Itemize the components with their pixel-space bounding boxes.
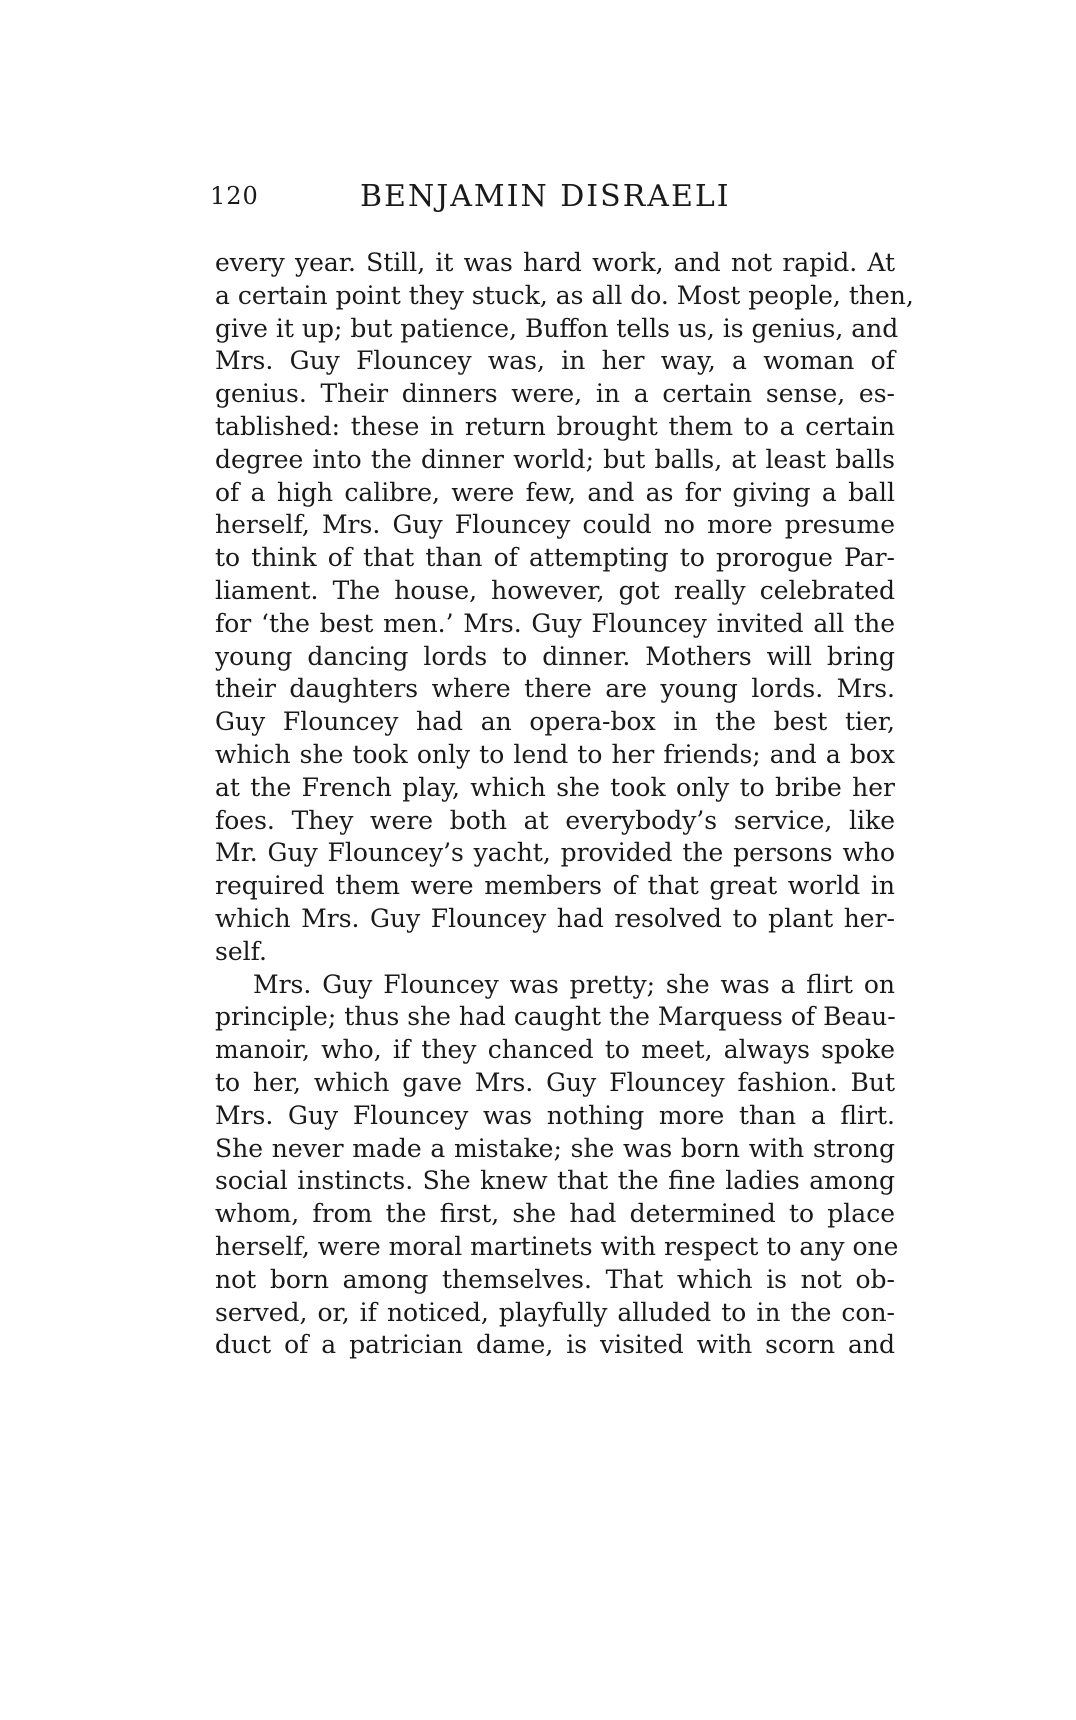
text-line: which Mrs. Guy Flouncey had resolved to plant her- [215, 903, 895, 933]
running-head: BENJAMIN DISRAELI [360, 179, 731, 214]
text-line: genius. Their dinners were, in a certain sense, es- [215, 379, 895, 409]
text-line: at the French play, which she took only to bribe her [215, 772, 895, 802]
text-line: Mr. Guy Flouncey’s yacht, provided the persons who [215, 838, 895, 868]
text-line: required them were members of that great world in [215, 871, 895, 901]
text-line: Mrs. Guy Flouncey was, in her way, a woman of [215, 346, 895, 376]
text-line: for ‘the best men.’ Mrs. Guy Flouncey invited all the [215, 608, 895, 638]
text-line: Mrs. Guy Flouncey was pretty; she was a flirt on [253, 969, 895, 999]
text-line: Mrs. Guy Flouncey was nothing more than a flirt. [215, 1100, 895, 1130]
text-line: herself, Mrs. Guy Flouncey could no more presume [215, 510, 895, 540]
text-line: tablished: these in return brought them to a certain [215, 411, 895, 441]
text-line: their daughters where there are young lords. Mrs. [215, 674, 895, 704]
text-line: young dancing lords to dinner. Mothers will bring [215, 641, 895, 671]
text-line: herself, were moral martinets with respect to any one [215, 1231, 899, 1261]
text-line: duct of a patrician dame, is visited with scorn and [215, 1330, 895, 1360]
text-line: served, or, if noticed, playfully alluded to in the con- [215, 1297, 895, 1327]
text-line: not born among themselves. That which is not ob- [215, 1264, 895, 1294]
text-line: social instincts. She knew that the fine ladies among [215, 1166, 895, 1196]
text-line: principle; thus she had caught the Marquess of Beau- [215, 1002, 896, 1032]
text-line: self. [215, 936, 267, 966]
body-text [215, 247, 914, 1362]
text-line: to her, which gave Mrs. Guy Flouncey fashion. But [215, 1067, 895, 1097]
page-header [210, 179, 910, 222]
text-line: give it up; but patience, Buffon tells us, is genius, and [215, 313, 899, 343]
text-line: liament. The house, however, got really celebrated [215, 575, 895, 605]
text-line: a certain point they stuck, as all do. Most people, then, [215, 280, 914, 310]
text-line: which she took only to lend to her friends; and a box [215, 739, 895, 769]
text-line: whom, from the first, she had determined to place [215, 1199, 895, 1229]
page-number: 120 [210, 182, 259, 210]
text-line: She never made a mistake; she was born with strong [215, 1133, 895, 1163]
text-line: degree into the dinner world; but balls, at least balls [215, 444, 895, 474]
text-line: of a high calibre, were few, and as for giving a ball [215, 477, 895, 507]
text-line: to think of that than of attempting to prorogue Par- [215, 543, 895, 573]
text-line: every year. Still, it was hard work, and not rapid. At [215, 248, 895, 277]
text-line: Guy Flouncey had an opera-box in the best tier, [215, 707, 895, 737]
text-line: manoir, who, if they chanced to meet, always spoke [215, 1035, 895, 1065]
text-line: foes. They were both at everybody’s service, like [215, 805, 895, 835]
